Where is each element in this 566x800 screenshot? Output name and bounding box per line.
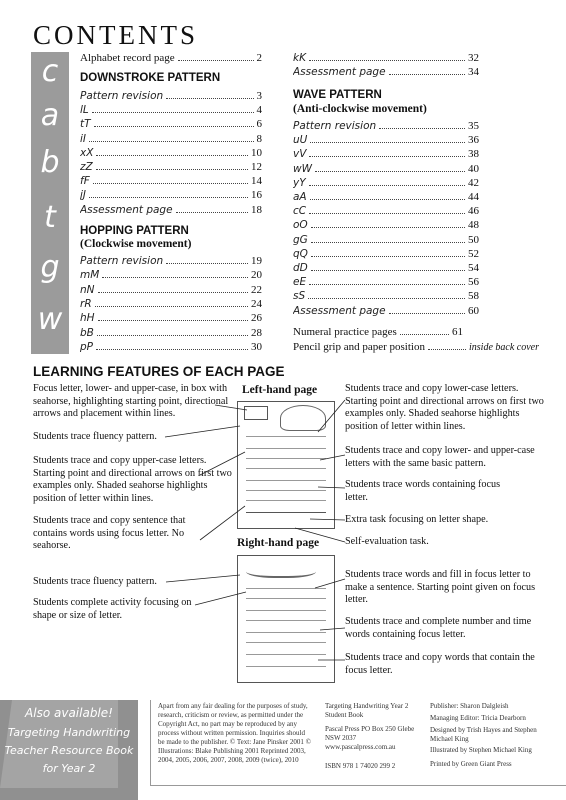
toc-page: 28 <box>251 326 262 339</box>
toc-page: 32 <box>468 52 479 64</box>
book-title: Targeting Handwriting Year 2 Student Book <box>325 702 409 719</box>
note-copy-words: Students trace and copy words that contain the focus letter. <box>345 652 535 676</box>
toc-page: 48 <box>468 219 479 232</box>
toc-page: 56 <box>468 276 479 289</box>
toc-label: yY <box>293 176 306 189</box>
toc-page: 22 <box>251 283 262 296</box>
promo-line: Targeting Handwriting <box>7 726 131 739</box>
toc-page: 26 <box>251 312 262 325</box>
note-activity: Students complete activity focusing on shape or size of letter. <box>33 597 192 621</box>
toc-page: 16 <box>251 189 262 202</box>
strip-letter: t <box>44 200 56 235</box>
toc-label: fF <box>80 175 90 188</box>
note-number-words: Students trace and complete number and time words containing focus letter. <box>345 616 532 640</box>
toc-label: Alphabet record page <box>80 52 175 64</box>
toc-label: pP <box>80 340 93 353</box>
note-lowercase: Students trace and copy lower-case letters. Starting point and directional arrows on first two examples only. Shaded seahorse highlights position of letter within lines. <box>345 383 544 432</box>
toc-page: 44 <box>468 191 479 203</box>
note-extra-task: Extra task focusing on letter shape. <box>345 514 489 525</box>
isbn: ISBN 978 1 74020 299 2 <box>325 762 396 770</box>
toc-page: 54 <box>468 262 479 274</box>
toc-page: 19 <box>251 255 262 267</box>
toc-label: dD <box>293 262 308 274</box>
toc-page: 30 <box>251 340 262 353</box>
promo-line: Teacher Resource Book <box>4 744 134 757</box>
copyright-notice: Apart from any fair dealing for the purposes of study, research, criticism or review, as permitted under the Copyright Act, no part may be reproduced by any process without written permission. Inquiries should be made to the publisher. © Text: Jane Pinsker 2001 © Illustrations: Blake Publishing 2001 Reprinted 2003, 2004, 2005, 2006, 2007, 2008, 2009 (twice), 2010 <box>158 702 311 764</box>
toc-label: Assessment page <box>293 66 386 78</box>
note-focus-letter: Focus letter, lower- and upper-case, in box with seahorse, highlighting starting point, directional arrows and placement within lines. <box>33 383 229 419</box>
toc-page: 24 <box>251 297 262 310</box>
toc-label: Assessment page <box>80 203 173 216</box>
left-page-label: Left-hand page <box>242 384 318 396</box>
toc-label: kK <box>293 52 306 64</box>
toc-page: 52 <box>468 247 479 260</box>
promo-banner <box>0 700 138 800</box>
note-same-pattern: Students trace and copy lower- and upper-case letters with the same basic pattern. <box>345 445 535 469</box>
credit-editor: Managing Editor: Tricia Dearborn <box>430 714 526 722</box>
toc-page: 42 <box>468 176 479 189</box>
strip-letter: b <box>40 145 60 180</box>
toc-page: 4 <box>256 104 262 117</box>
toc-label: nN <box>80 283 95 296</box>
toc-page: 40 <box>468 162 479 175</box>
strip-letter: c <box>41 54 59 89</box>
section-heading-learning: LEARNING FEATURES OF EACH PAGE <box>33 364 285 379</box>
toc-page: 6 <box>256 118 262 131</box>
strip-letter: g <box>40 250 60 285</box>
section-heading-hopping: HOPPING PATTERN <box>80 225 189 237</box>
toc-label: Assessment page <box>293 304 386 317</box>
toc-page: inside back cover <box>469 342 539 353</box>
toc-page: 46 <box>468 205 479 218</box>
toc-page: 38 <box>468 148 479 161</box>
strip-letter: w <box>37 302 63 337</box>
right-page-label: Right-hand page <box>237 537 320 549</box>
toc-page: 61 <box>452 326 463 338</box>
toc-label: bB <box>80 326 94 339</box>
toc-label: xX <box>80 146 94 159</box>
toc-page: 3 <box>256 90 262 102</box>
toc-label: jJ <box>80 189 87 202</box>
note-trace-words: Students trace words containing focus letter. <box>345 479 501 503</box>
section-heading-downstroke: DOWNSTROKE PATTERN <box>80 72 221 84</box>
toc-page: 34 <box>468 66 479 78</box>
section-heading-wave: WAVE PATTERN <box>293 89 382 101</box>
toc-page: 50 <box>468 233 479 246</box>
toc-label: hH <box>80 312 95 325</box>
toc-label: rR <box>80 297 92 310</box>
toc-label: Pattern revision <box>80 90 164 102</box>
note-fluency: Students trace fluency pattern. <box>33 431 157 442</box>
toc-page: 36 <box>468 134 479 147</box>
toc-label: zZ <box>80 161 93 173</box>
publisher-address: Pascal Press PO Box 250 Glebe NSW 2037 www.pascalpress.com.au <box>325 725 415 751</box>
toc-page: 10 <box>251 146 262 159</box>
toc-page: 60 <box>468 304 479 317</box>
toc-label: lL <box>80 104 89 117</box>
toc-label: Pencil grip and paper position <box>293 341 425 353</box>
toc-label: aA <box>293 191 307 203</box>
toc-label: oO <box>293 219 308 232</box>
strip-letter: a <box>40 98 60 133</box>
toc-label: uU <box>293 134 308 147</box>
toc-label: Pattern revision <box>293 120 377 132</box>
page-title: CONTENTS <box>33 20 198 50</box>
toc-page: 18 <box>251 203 262 216</box>
toc-label: mM <box>80 269 100 282</box>
credit-printer: Printed by Green Giant Press <box>430 760 512 768</box>
toc-page: 35 <box>468 120 479 132</box>
toc-label: cC <box>293 205 307 218</box>
note-fill-letter: Students trace words and fill in focus letter to make a sentence. Starting point given on focus letter. <box>345 569 536 605</box>
toc-page: 2 <box>256 52 262 64</box>
credit-illustrator: Illustrated by Stephen Michael King <box>430 746 532 754</box>
toc-label: eE <box>293 276 307 289</box>
note-uppercase: Students trace and copy upper-case letters. Starting point and directional arrows on first two examples only. Shaded seahorse highlights position of letter within lines. <box>33 455 232 504</box>
toc-label: iI <box>80 132 87 145</box>
toc-label: wW <box>293 162 312 175</box>
toc-page: 20 <box>251 269 262 282</box>
toc-page: 8 <box>256 132 262 145</box>
note-fluency-2: Students trace fluency pattern. <box>33 576 157 587</box>
toc-page: 58 <box>468 290 479 303</box>
credit-publisher: Publisher: Sharon Dalgleish <box>430 702 509 710</box>
toc-label: vV <box>293 148 307 161</box>
toc-label: sS <box>293 290 306 303</box>
toc-label: tT <box>80 118 91 131</box>
toc-label: Pattern revision <box>80 255 164 267</box>
toc-page: 14 <box>251 175 262 188</box>
toc-label: Numeral practice pages <box>293 326 397 338</box>
section-subheading-wave: (Anti-clockwise movement) <box>293 103 427 115</box>
credit-designer: Designed by Trish Hayes and Stephen Michael King <box>430 726 537 743</box>
toc-label: gG <box>293 233 308 246</box>
promo-line: for Year 2 <box>42 762 96 775</box>
section-subheading-hopping: (Clockwise movement) <box>80 238 192 250</box>
note-sentence: Students trace and copy sentence that contains words using focus letter. No seahorse. <box>33 515 186 551</box>
note-self-eval: Self-evaluation task. <box>345 536 429 547</box>
toc-label: qQ <box>293 247 308 260</box>
promo-line: Also available! <box>25 706 113 720</box>
toc-page: 12 <box>251 161 262 173</box>
